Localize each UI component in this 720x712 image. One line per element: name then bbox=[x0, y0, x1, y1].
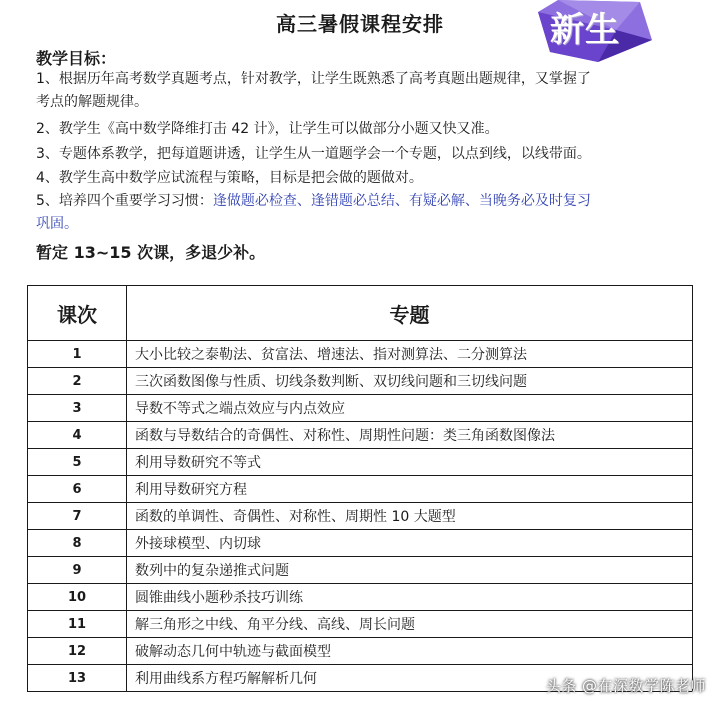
lesson-topic: 破解动态几何中轨迹与截面模型 bbox=[127, 638, 693, 665]
lesson-number: 3 bbox=[28, 395, 127, 422]
lesson-topic: 外接球模型、内切球 bbox=[127, 530, 693, 557]
table-row bbox=[28, 530, 693, 557]
lesson-topic: 解三角形之中线、角平分线、高线、周长问题 bbox=[127, 611, 693, 638]
table-row bbox=[28, 395, 693, 422]
goal-item-5-habits-cont: 巩固。 bbox=[36, 216, 78, 232]
lesson-number: 12 bbox=[28, 638, 127, 665]
lesson-topic: 三次函数图像与性质、切线条数判断、双切线问题和三切线问题 bbox=[127, 368, 693, 395]
course-schedule-table bbox=[27, 285, 693, 692]
table-row bbox=[28, 449, 693, 476]
lesson-topic: 圆锥曲线小题秒杀技巧训练 bbox=[127, 584, 693, 611]
author-watermark: 头条 @在深数学陈老师 bbox=[545, 677, 706, 695]
table-row bbox=[28, 476, 693, 503]
table-row bbox=[28, 503, 693, 530]
table-row bbox=[28, 341, 693, 368]
plan-note: 暂定 13~15 次课，多退少补。 bbox=[36, 243, 266, 262]
goal-item-5-habits: 逢做题必检查、逢错题必总结、有疑必解、当晚务必及时复习 bbox=[212, 193, 591, 209]
lesson-topic: 数列中的复杂递推式问题 bbox=[127, 557, 693, 584]
table-row bbox=[28, 422, 693, 449]
lesson-number: 11 bbox=[28, 611, 127, 638]
lesson-number: 1 bbox=[28, 341, 127, 368]
lesson-number: 10 bbox=[28, 584, 127, 611]
lesson-number: 9 bbox=[28, 557, 127, 584]
goal-item-3: 3、专题体系教学，把每道题讲透，让学生从一道题学会一个专题，以点到线，以线带面。 bbox=[36, 146, 591, 162]
lesson-topic: 导数不等式之端点效应与内点效应 bbox=[127, 395, 693, 422]
page-title: 高三暑假课程安排 bbox=[276, 12, 444, 36]
goal-item-2: 2、教学生《高中数学降维打击 42 计》，让学生可以做部分小题又快又准。 bbox=[36, 121, 499, 137]
lesson-topic: 利用导数研究不等式 bbox=[127, 449, 693, 476]
lesson-number: 5 bbox=[28, 449, 127, 476]
badge-text: 新生 bbox=[550, 10, 620, 50]
goal-item-5 bbox=[36, 190, 686, 236]
lesson-number: 6 bbox=[28, 476, 127, 503]
lesson-number: 8 bbox=[28, 530, 127, 557]
lesson-topic: 利用导数研究方程 bbox=[127, 476, 693, 503]
table-row bbox=[28, 611, 693, 638]
lesson-topic: 利用曲线系方程巧解解析几何 bbox=[127, 665, 693, 692]
lesson-topic: 函数的单调性、奇偶性、对称性、周期性 10 大题型 bbox=[127, 503, 693, 530]
lesson-number: 7 bbox=[28, 503, 127, 530]
goal-item-1 bbox=[36, 68, 686, 114]
lesson-number: 2 bbox=[28, 368, 127, 395]
table-row bbox=[28, 368, 693, 395]
lesson-number: 13 bbox=[28, 665, 127, 692]
goal-item-1-line-1: 1、根据历年高考数学真题考点，针对教学，让学生既熟悉了高考真题出题规律，又掌握了 bbox=[36, 71, 591, 87]
goal-item-4: 4、教学生高中数学应试流程与策略，目标是把会做的题做对。 bbox=[36, 170, 423, 186]
table-header-row bbox=[28, 286, 693, 341]
header-topic: 专题 bbox=[127, 286, 693, 341]
new-student-badge bbox=[528, 0, 652, 64]
lesson-topic: 函数与导数结合的奇偶性、对称性、周期性问题：类三角函数图像法 bbox=[127, 422, 693, 449]
goal-item-5-prefix: 5、培养四个重要学习习惯： bbox=[36, 193, 213, 209]
lesson-topic: 大小比较之泰勒法、贫富法、增速法、指对测算法、二分测算法 bbox=[127, 341, 693, 368]
goals-heading: 教学目标： bbox=[36, 49, 117, 68]
lesson-number: 4 bbox=[28, 422, 127, 449]
table-row bbox=[28, 584, 693, 611]
table-row bbox=[28, 638, 693, 665]
table-row bbox=[28, 557, 693, 584]
goal-item-1-line-2: 考点的解题规律。 bbox=[36, 94, 148, 110]
header-lesson-number: 课次 bbox=[28, 286, 127, 341]
